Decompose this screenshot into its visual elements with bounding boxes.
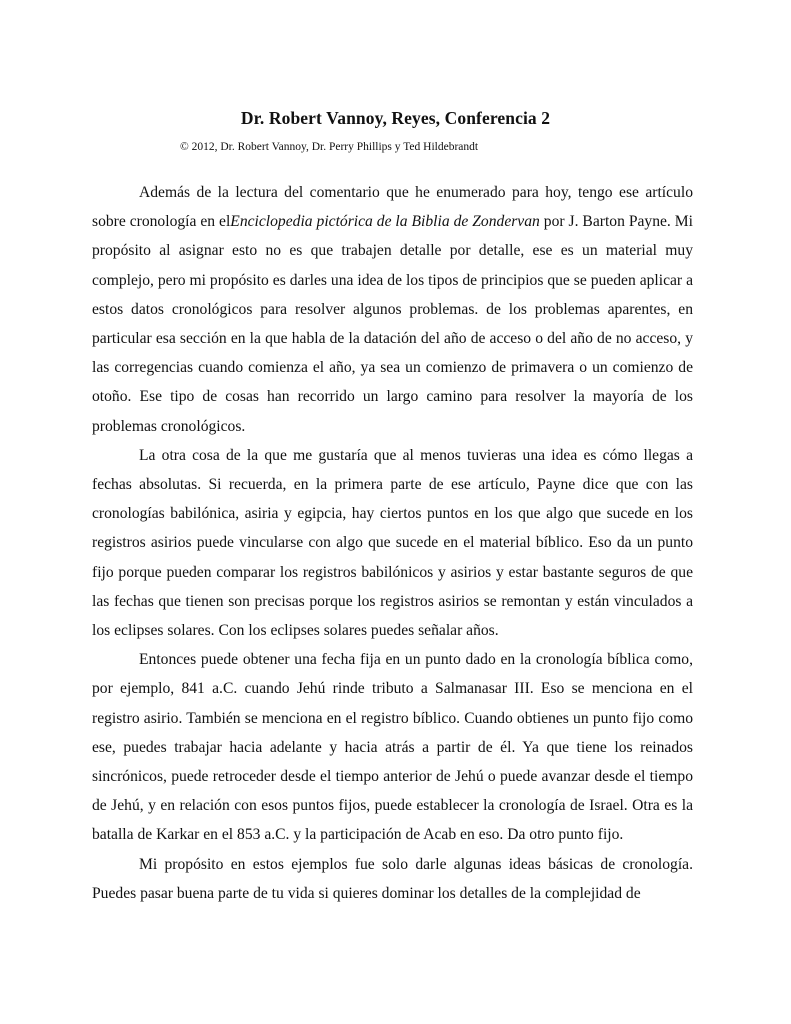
paragraph-4: Mi propósito en estos ejemplos fue solo darle algunas ideas básicas de cronología. Puedes pasar buena parte de tu vida si quieres dominar los detalles de la complejidad de (92, 855, 693, 902)
paragraph-1 (92, 178, 693, 441)
document-body (92, 178, 693, 908)
document-title: Dr. Robert Vannoy, Reyes, Conferencia 2 (240, 108, 551, 128)
paragraph-2: La otra cosa de la que me gustaría que al menos tuvieras una idea es cómo llegas a fechas absolutas. Si recuerda, en la primera parte de ese artículo, Payne dice que con las cronologías babilónica, asiria y egipcia, hay ciertos puntos en los que algo que sucede en los registros asirios puede vincularse con algo que sucede en el material bíblico. Eso da un punto fijo porque pueden comparar los registros babilónicos y asirios y estar bastante seguros de que las fechas que tienen son precisas porque los registros asirios se remontan y están vinculados a los eclipses solares. Con los eclipses solares puedes señalar años. (92, 446, 693, 640)
paragraph-1-text-end: por J. Barton Payne. Mi propósito al asignar esto no es que trabajen detalle por detalle, ese es un material muy complejo, pero mi propósito es darles una idea de los tipos de principios que se pueden aplicar a estos datos cronológicos para resolver algunos problemas. de los problemas aparentes, en particular esa sección en la que habla de la datación del año de acceso o del año de no acceso, y las corregencias cuando comienza el año, ya sea un comienzo de primavera o un comienzo de otoño. Ese tipo de cosas han recorrido un largo camino para resolver la mayoría de los problemas cronológicos. (92, 213, 693, 435)
encyclopedia-title: Enciclopedia pictórica de la Biblia de Zondervan (230, 213, 540, 231)
paragraph-3: Entonces puede obtener una fecha fija en un punto dado en la cronología bíblica como, por ejemplo, 841 a.C. cuando Jehú rinde tributo a Salmanasar III. Eso se menciona en el registro asirio. También se menciona en el registro bíblico. Cuando obtienes un punto fijo como ese, puedes trabajar hacia adelante y hacia atrás a partir de él. Ya que tiene los reinados sincrónicos, puede retroceder desde el tiempo anterior de Jehú o puede avanzar desde el tiempo de Jehú, y en relación con esos puntos fijos, puede establecer la cronología de Israel. Otra es la batalla de Karkar en el 853 a.C. y la participación de Acab en eso. Da otro punto fijo. (92, 651, 693, 844)
copyright-notice: © 2012, Dr. Robert Vannoy, Dr. Perry Phillips y Ted Hildebrandt (180, 141, 479, 153)
paragraph-1-text-start: Además de la lectura del comentario que he enumerado para hoy, tengo ese artículo sobre cronología en el (92, 184, 693, 231)
